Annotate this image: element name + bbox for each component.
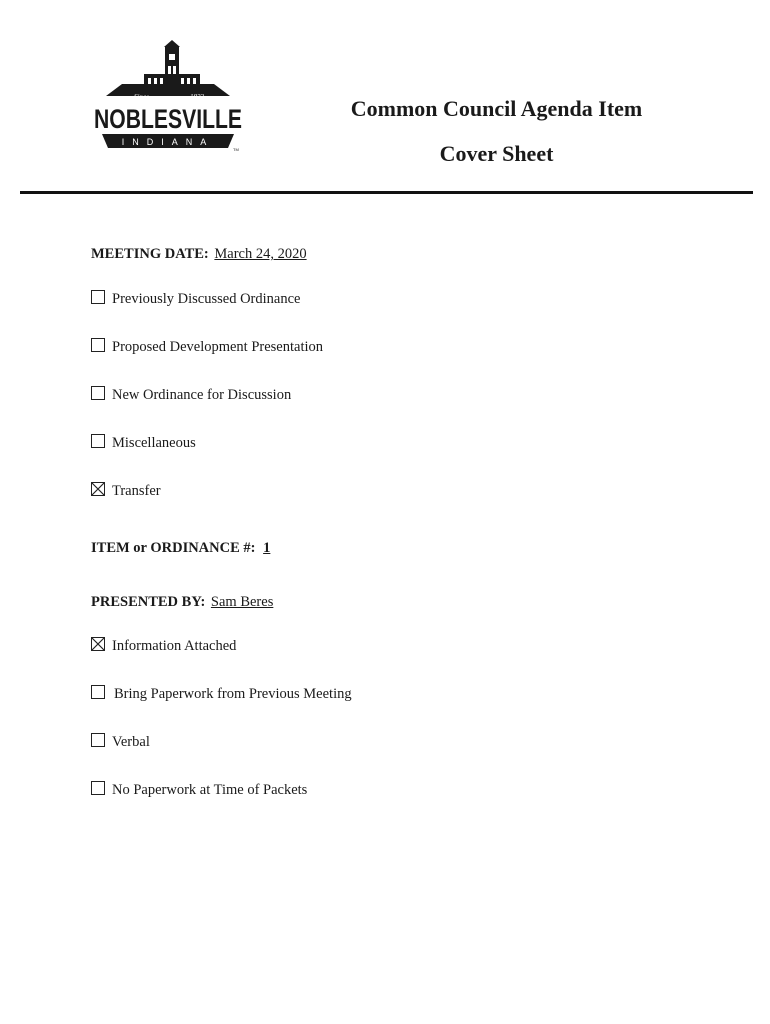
presented-by-value: Sam Beres (210, 594, 274, 610)
noblesville-logo (92, 40, 244, 158)
checkbox-icon[interactable] (91, 733, 105, 747)
checkbox-row-new-ordinance-for-discussion[interactable] (91, 387, 291, 404)
logo-city: NOBLESVILLE (94, 104, 242, 134)
checkbox-label: New Ordinance for Discussion (112, 387, 292, 403)
meeting-date-label: MEETING DATE: (91, 246, 209, 262)
checkbox-icon[interactable] (91, 338, 105, 352)
checkbox-icon[interactable] (91, 434, 105, 448)
checkbox-row-verbal[interactable] (91, 734, 150, 751)
presented-by-label: PRESENTED BY: (91, 594, 206, 610)
checkbox-icon[interactable] (91, 290, 105, 304)
checkbox-label: Miscellaneous (112, 435, 196, 451)
checkbox-label: Information Attached (112, 638, 237, 654)
checkbox-label: Proposed Development Presentation (112, 339, 324, 355)
checkbox-row-information-attached[interactable] (91, 638, 236, 655)
logo-since: Since (134, 93, 150, 101)
checkbox-row-transfer[interactable] (91, 483, 161, 500)
checkbox-row-no-paperwork[interactable] (91, 782, 307, 799)
checkbox-row-previously-discussed-ordinance[interactable] (91, 291, 300, 308)
checkbox-label: Bring Paperwork from Previous Meeting (114, 686, 352, 702)
checkbox-row-bring-paperwork[interactable] (91, 686, 352, 703)
checkbox-label: Transfer (112, 483, 161, 499)
logo-state: INDIANA (121, 137, 215, 147)
item-number-label: ITEM or ORDINANCE #: (91, 540, 256, 556)
presented-by-line (91, 594, 273, 611)
checkbox-row-miscellaneous[interactable] (91, 435, 196, 452)
checkbox-row-proposed-development-presentation[interactable] (91, 339, 323, 356)
checked-checkbox-icon[interactable] (91, 637, 105, 651)
checkbox-icon[interactable] (91, 781, 105, 795)
checked-checkbox-icon[interactable] (91, 482, 105, 496)
item-number-value: 1 (263, 540, 271, 556)
meeting-date-line (91, 246, 307, 263)
checkbox-label: Previously Discussed Ordinance (112, 291, 301, 307)
checkbox-icon[interactable] (91, 386, 105, 400)
checkbox-label: Verbal (112, 734, 150, 750)
page-title: Common Council Agenda Item (350, 96, 643, 121)
page-subtitle: Cover Sheet (439, 141, 554, 166)
meeting-date-value: March 24, 2020 (214, 246, 307, 262)
checkbox-label: No Paperwork at Time of Packets (112, 782, 308, 798)
header-divider (20, 191, 753, 194)
logo-graphic (92, 40, 244, 158)
logo-year: 1823 (190, 93, 204, 101)
logo-tm: TM (233, 147, 239, 152)
item-number-line (91, 540, 270, 557)
checkbox-icon[interactable] (91, 685, 105, 699)
